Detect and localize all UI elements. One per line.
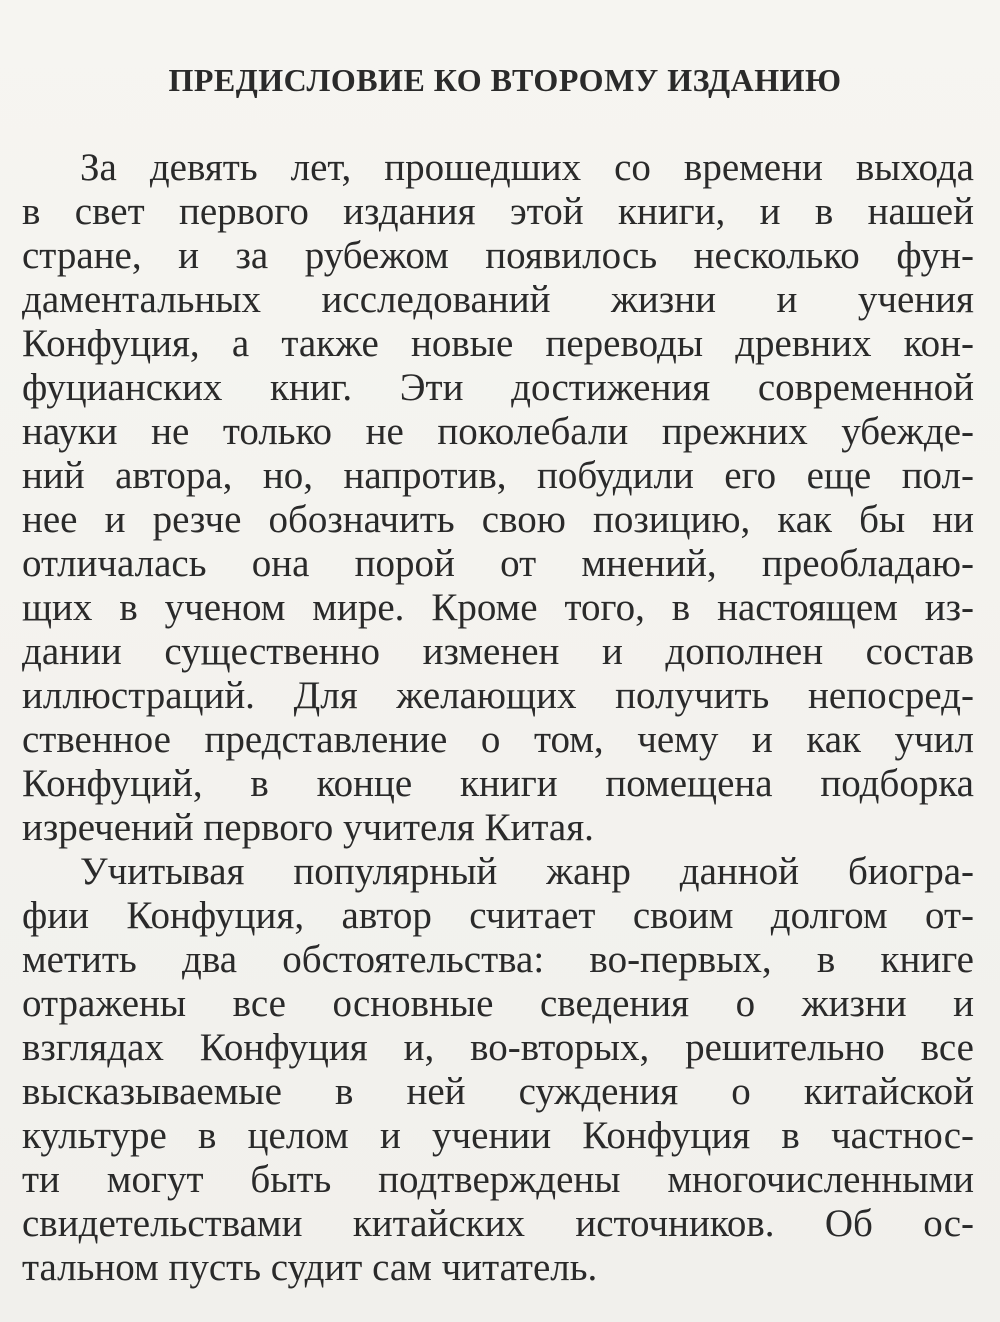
text-line: дании существенно изменен и дополнен состав: [22, 630, 974, 673]
text-line: ний автора, но, напротив, побудили его еще пол-: [22, 454, 974, 497]
text-line: даментальных исследований жизни и учения: [22, 278, 974, 321]
paragraph-2: [22, 850, 974, 1290]
page-title: ПРЕДИСЛОВИЕ КО ВТОРОМУ ИЗДАНИЮ: [168, 62, 842, 98]
text-line: изречений первого учителя Китая.: [22, 806, 594, 849]
text-line: в свет первого издания этой книги, и в нашей: [22, 190, 974, 233]
text-line: высказываемые в ней суждения о китайской: [22, 1070, 974, 1113]
text-line: За девять лет, прошедших со времени выхода: [80, 146, 974, 189]
text-line: нее и резче обозначить свою позицию, как бы ни: [22, 498, 974, 541]
text-line: Конфуция, а также новые переводы древних кон-: [22, 322, 974, 365]
text-line: отражены все основные сведения о жизни и: [22, 982, 974, 1025]
paragraph-1: [22, 146, 974, 850]
text-line: науки не только не поколебали прежних убежде-: [22, 410, 974, 453]
text-line: ти могут быть подтверждены многочисленными: [22, 1158, 974, 1201]
text-line: свидетельствами китайских источников. Об ос-: [22, 1202, 974, 1245]
text-line: иллюстраций. Для желающих получить непосред-: [22, 674, 974, 717]
text-line: культуре в целом и учении Конфуция в частнос-: [22, 1114, 974, 1157]
text-line: Учитывая популярный жанр данной биогра-: [80, 850, 974, 893]
text-line: фуцианских книг. Эти достижения современной: [22, 366, 974, 409]
text-line: стране, и за рубежом появилось несколько фун-: [22, 234, 974, 277]
text-line: тальном пусть судит сам читатель.: [22, 1246, 598, 1289]
text-line: Конфуций, в конце книги помещена подборка: [22, 762, 974, 805]
text-line: ственное представление о том, чему и как учил: [22, 718, 974, 761]
text-line: взглядах Конфуция и, во-вторых, решительно все: [22, 1026, 974, 1069]
text-line: отличалась она порой от мнений, преобладаю-: [22, 542, 974, 585]
text-line: метить два обстоятельства: во-первых, в книге: [22, 938, 974, 981]
text-line: фии Конфуция, автор считает своим долгом от-: [22, 894, 974, 937]
text-line: щих в ученом мире. Кроме того, в настоящем из-: [22, 586, 974, 629]
